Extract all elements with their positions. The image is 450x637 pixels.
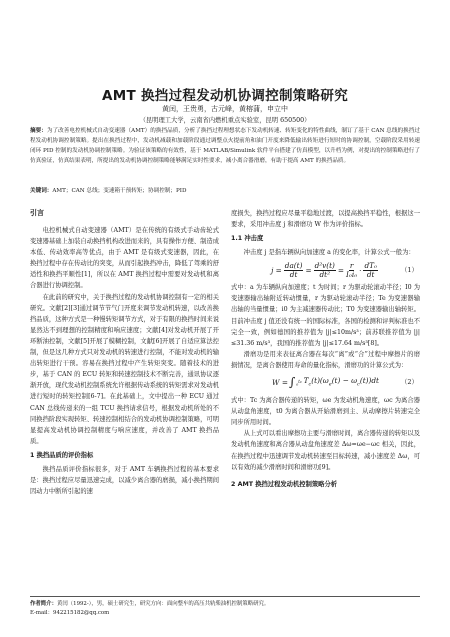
footnote-text: 黄闰（1992-），男，硕士研究生，研究方向：面向整车的高压共轨柴油机控制策略研究。 — [56, 601, 270, 607]
footnote-email: E-mail：942215182@qq.com — [30, 609, 110, 616]
equation-2: W = ∫ ₀$^{t_0}$ $T_c(t)(\omega_e(t) - \omega_c(t))dt$ （2） — [272, 375, 418, 390]
intro-paragraph-1: 电控机械式自动变速器（AMT）是在传统的有级式手动齿轮式变速器基础上加装自动换挡机构改进而来的，具有操作方便、制造成本低、传动效率高等优点，由于 AMT 是有级式变速器，因此，在换挡过程中存在传动比的突变，从而引起换挡冲击，降低了驾乘的舒适性和换挡平顺性[1]，所以在 AMT 换挡过程中需要对发动机和离合器进行协调控制。 — [30, 227, 219, 290]
footnote-divider — [30, 596, 420, 597]
keywords-label: 关键词： — [30, 188, 53, 194]
left-column — [30, 208, 219, 497]
equation-1: j = $\frac{da(t)}{dt}$ = $\frac{\text{d²v(t)}}{\text{dt²}}$ = $\frac{r}{\text{I₀i₀}}$ · $\frac{\text{dT₀}}{dt}$ （1） — [271, 260, 418, 279]
section-1-paragraph-1: 换挡品质评价指标很多，对于 AMT 车辆换挡过程的基本要求是：换挡过程应尽量迅速完成，以减少离合器的磨损，减小换挡期间因动力中断所引起的速 — [30, 465, 219, 496]
continued-paragraph: 度损失，换挡过程应尽量平稳地过渡，以提高换挡平稳性，根据这一要求，采用冲击度 j 和滑磨功 W 作为评价指标。 — [231, 210, 420, 229]
jerk-definition-paragraph: 冲击度 j 是指车辆纵向加速度 a 的变化率，计算公式一般为： — [243, 249, 415, 257]
paper-title: AMT 换挡过程发动机协调控制策略研究 — [102, 88, 348, 104]
author-list: 黄闰，王贵勇，古元峰，黄榕蒲，申立中 — [162, 105, 288, 113]
abstract — [30, 127, 420, 167]
eq1-fraction-r-i0: $\frac{r}{\text{I₀i₀}}$ — [346, 260, 358, 279]
section-heading-1: 1 换挡品质的评价指标 — [30, 451, 94, 459]
friction-work-intro: 滑磨功是用来表征离合器在每次“离”或“合”过程中摩擦片的磨损情况，是离合器使用寿命的量化指标，滑磨功的计算公式为： — [231, 350, 420, 369]
keywords — [30, 187, 420, 196]
abstract-text: 为了改善电控机械式自动变速器（AMT）的换挡品质，分析了换挡过程理想状态下发动机转速、转矩变化的特性曲线，制订了基于 CAN 总线的换挡过程发动机协调控制策略。提出在换挡过程中，发动机减载和加载阶段通过调整点火提前角和油门开度来降低输出转矩进行短时的协调控制，空载阶段采用转速闭环 PID 控制的发动机协调控制策略。为验证该策略的有效性，基于 MATLAB/Simulink 软件平台搭建了仿真模型，以升档为例，对提出的控制策略进行了仿真验证，仿真结果表明，所提出的发动机协调控制策略能够满足实时性要求，减小离合器滑磨，有助于提高 AMT 的换挡品质。 — [30, 128, 420, 164]
equation-2-number: （2） — [400, 378, 418, 387]
subsection-heading-1-1: 1.1 冲击度 — [231, 235, 264, 243]
friction-work-conclusion: 从上式可以看出摩擦功主要与滑磨时间，离合器传递的转矩以及发动机角速度和离合器从动盘角速度差 Δω=ωe−ωc 相关，因此，在换挡过程中迅速调节发动机转速至目标转速，减小速度差 Δω，可以有效的减少滑磨时间和滑磨功[9]。 — [231, 430, 420, 471]
eq1-fraction-d2v-dt2: $\frac{\text{d²v(t)}}{\text{dt²}}$ — [314, 260, 335, 279]
right-column — [231, 208, 420, 490]
intro-paragraph-2: 在此前的研究中，关于换挡过程的发动机协调控制有一定的相关研究。文献[2][3]通过调节节气门开度来调节发动机转速，以改善换挡品质，这种方式是一种慢转矩调节方式，对于有限的换挡时间来说显然达不到理想的控制精度和响应速度；文献[4]对发动机开展了开环断油控制，文献[5]开展了模糊控制，文献[6]开展了自适应算法控制，但是这几种方式只对发动机的转速进行控制，不能对发动机的输出转矩进行干预。容易在换挡过程中产生转矩突变。随着技术的进步，基于 CAN 的 ECU 转矩和转速控制技术不断完善，通讯协议逐渐开放，现代发动机控制系统允许根据传动系统的转矩需求对发动机进行短时的转矩控制[6-7]。在此基础上，文中提出一种 ECU 通过 CAN 总线传递来的一组 TCU 换挡请求信号，根据发动机所处的不同换挡阶段实现转矩、转速控制相结合的发动机协调控制策略，可明显提高发动机协调控制精度与响应速度，并改善了 AMT 换挡品质。 — [30, 293, 219, 445]
author-footnote — [30, 600, 269, 617]
eq1-fraction-dT0-dt: $\frac{\text{dT₀}}{dt}$ — [364, 260, 377, 279]
abstract-label: 摘要： — [30, 128, 47, 134]
equation-2-explanation: 式中：Tc 为离合器传递的转矩，ωe 为发动机角速度，ωc 为离合器从动盘角速度，t0 为离合器从开始滑磨到主、从动摩擦片转速完全同步所用时间。 — [231, 397, 420, 427]
equation-1-number: （1） — [400, 265, 418, 274]
keywords-text: AMT；CAN 总线；变速箱干预转矩；协调控制；PID — [52, 188, 187, 194]
section-heading-intro: 引言 — [30, 209, 44, 217]
section-heading-2: 2 AMT 换挡过程发动机控制策略分析 — [231, 480, 338, 488]
affiliation: （昆明理工大学，云南省内燃机重点实验室，昆明 650500） — [139, 117, 311, 124]
footnote-label: 作者简介： — [30, 601, 57, 607]
equation-1-explanation: 式中：a 为车辆纵向加速度；t 为时间；r 为驱动轮滚动半径；I0 为变速器输出轴附近转动惯量，r 为驱动轮滚动半径；Te 为变速器输出轴的当量惯量；i0 为主减速器传动比；T0 为变速器输出轴转矩。目前冲击度 j 值还没有统一的国际标准，各国的检测和评判标准也不完全一致，例如德国的推荐值为 |j|≤10m/s³；前苏联推荐值为 |j|≤31.36 m/s³，我国的推荐值为 |j|≤17.64 m/s³[8]。 — [231, 284, 420, 347]
eq1-fraction-da-dt: $\frac{da(t)}{dt}$ — [284, 260, 303, 279]
